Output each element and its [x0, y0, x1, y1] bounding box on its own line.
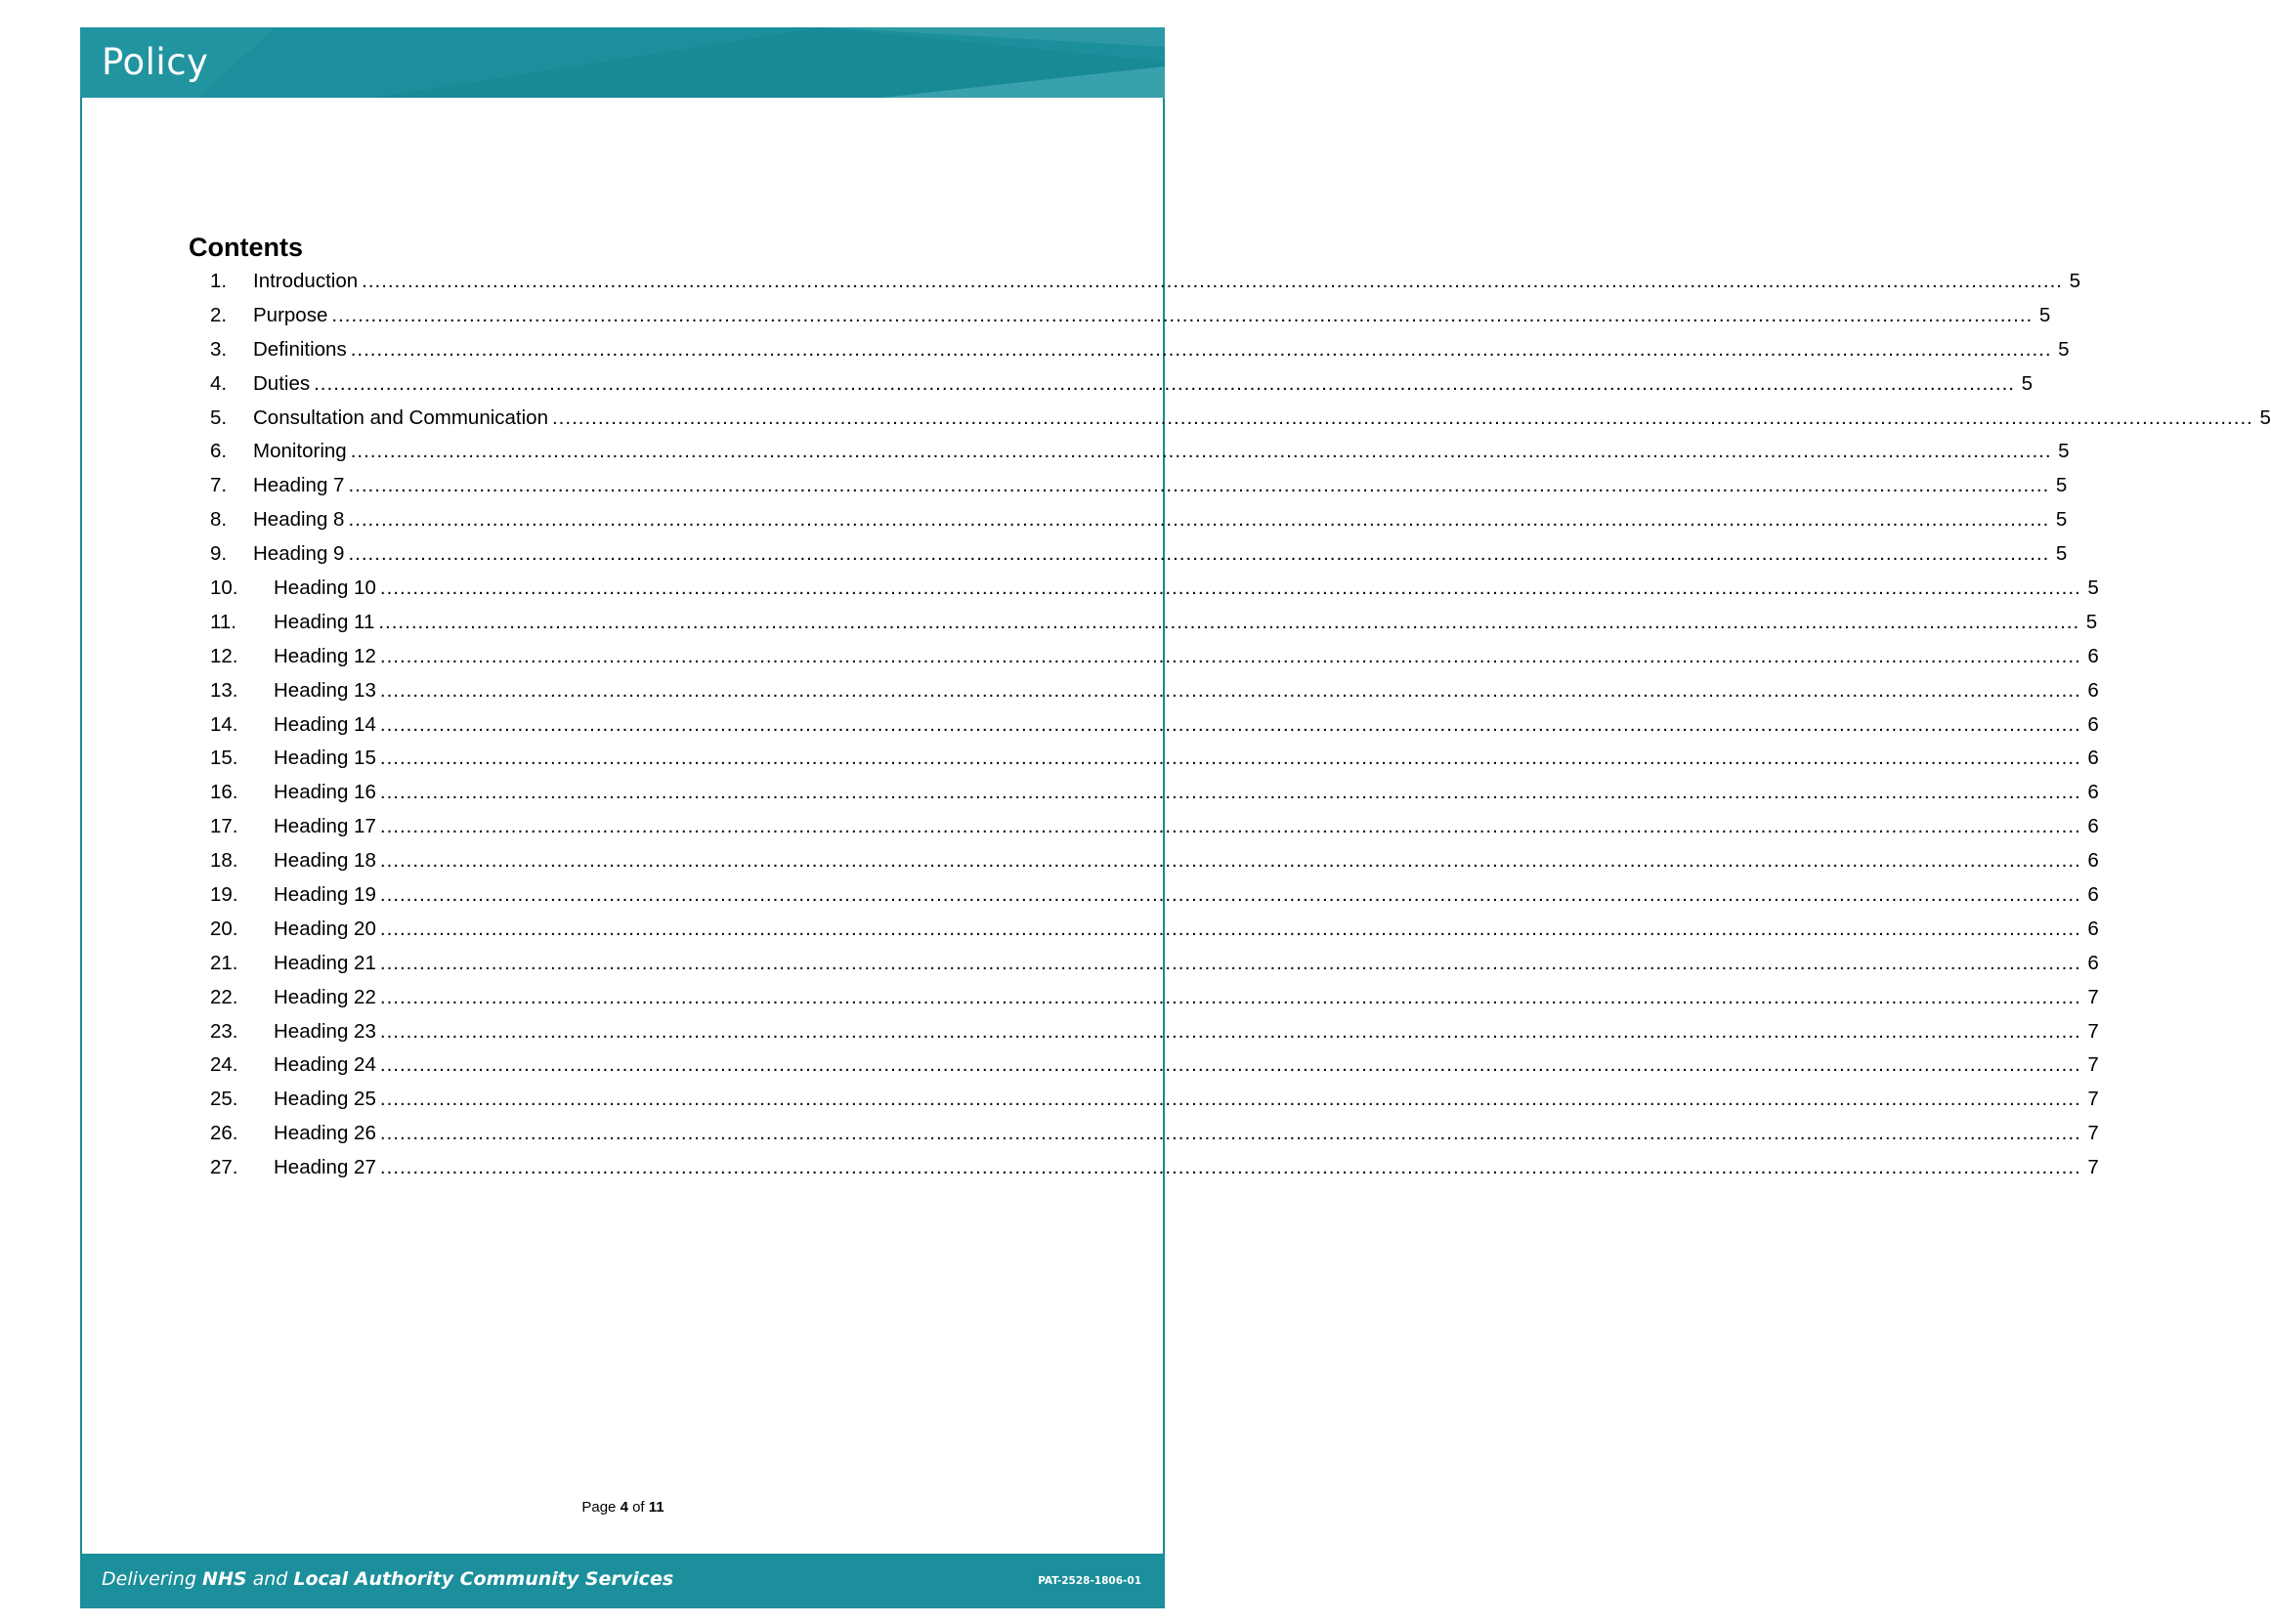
toc-entry-label: Introduction: [253, 270, 359, 292]
toc-entry-number: 1.: [210, 270, 228, 292]
toc-entry-page: 7: [2087, 1088, 2099, 1111]
toc-entry-number: 8.: [210, 508, 228, 532]
toc-entry[interactable]: [189, 776, 2099, 810]
toc-dot-leader: ....................................................................................................................................................................................................................................................................: [379, 1088, 2081, 1111]
toc-entry[interactable]: [189, 674, 2099, 708]
toc-entry-number: 21.: [210, 951, 238, 974]
toc-entry-number: 9.: [210, 542, 228, 566]
toc-entry-label: Heading 23: [274, 1019, 376, 1043]
toc-entry-label: Heading 17: [274, 815, 376, 838]
toc-entry-label: Heading 16: [274, 781, 376, 804]
toc-dot-leader: ....................................................................................................................................................................................................................................................................: [379, 577, 2081, 600]
toc-entry[interactable]: [189, 844, 2099, 878]
toc-dot-leader: ....................................................................................................................................................................................................................................................................: [379, 678, 2081, 702]
toc-entry-label: Heading 13: [274, 678, 376, 702]
toc-entry-label: Heading 10: [274, 577, 376, 600]
toc-entry-page: 7: [2087, 1053, 2099, 1077]
toc-entry[interactable]: [189, 537, 2068, 572]
toc-entry[interactable]: [189, 1083, 2099, 1117]
toc-dot-leader: ....................................................................................................................................................................................................................................................................: [379, 644, 2081, 667]
toc-dot-leader: ....................................................................................................................................................................................................................................................................: [379, 883, 2081, 907]
toc-dot-leader: ....................................................................................................................................................................................................................................................................: [379, 1156, 2081, 1179]
toc-entry[interactable]: [189, 435, 2070, 469]
toc-entry[interactable]: [189, 1015, 2099, 1049]
toc-entry[interactable]: [189, 333, 2070, 367]
toc-entry-number: 17.: [210, 815, 238, 838]
toc-entry-label: Heading 19: [274, 883, 376, 907]
page-number: [0, 1499, 1246, 1516]
toc-entry[interactable]: [189, 810, 2099, 844]
tagline-part-3: and: [246, 1568, 294, 1590]
toc-entry-page: 5: [2087, 577, 2099, 600]
toc-entry-label: Consultation and Communication: [253, 406, 548, 429]
toc-entry-number: 22.: [210, 985, 238, 1008]
toc-dot-leader: ....................................................................................................................................................................................................................................................................: [379, 917, 2081, 940]
toc-entry-number: 19.: [210, 883, 238, 907]
toc-entry-label: Heading 7: [253, 474, 345, 497]
toc-entry-number: 4.: [210, 371, 228, 395]
toc-entry-page: 5: [2055, 474, 2068, 497]
toc-entry[interactable]: [189, 1117, 2099, 1151]
toc-dot-leader: ....................................................................................................................................................................................................................................................................: [379, 747, 2081, 770]
toc-entry-label: Heading 26: [274, 1122, 376, 1145]
toc-entry-label: Heading 25: [274, 1088, 376, 1111]
toc-dot-leader: ....................................................................................................................................................................................................................................................................: [379, 1019, 2081, 1043]
toc-entry-label: Duties: [253, 371, 311, 395]
header-banner: [80, 27, 1165, 98]
toc-entry-number: 14.: [210, 712, 238, 736]
toc-dot-leader: ....................................................................................................................................................................................................................................................................: [348, 542, 2050, 566]
toc-entry-label: Heading 12: [274, 644, 376, 667]
toc-dot-leader: ....................................................................................................................................................................................................................................................................: [379, 781, 2081, 804]
toc-entry-page: 5: [2055, 542, 2068, 566]
toc-entry-label: Heading 9: [253, 542, 345, 566]
toc-entry[interactable]: [189, 606, 2098, 640]
toc-entry-label: Heading 22: [274, 985, 376, 1008]
toc-entry-page: 6: [2087, 644, 2099, 667]
toc-entry-number: 11.: [210, 610, 236, 633]
toc-entry-page: 6: [2087, 747, 2099, 770]
toc-entry-label: Heading 15: [274, 747, 376, 770]
toc-entry-page: 5: [2085, 610, 2098, 633]
toc-entry[interactable]: [189, 981, 2099, 1015]
toc-entry-page: 5: [2058, 440, 2070, 463]
toc-entry-number: 16.: [210, 781, 238, 804]
toc-dot-leader: ....................................................................................................................................................................................................................................................................: [379, 712, 2081, 736]
toc-entry-label: Heading 8: [253, 508, 345, 532]
toc-entry[interactable]: [189, 402, 2271, 436]
toc-entry-page: 6: [2087, 781, 2099, 804]
footer-banner: [80, 1554, 1165, 1608]
toc-entry[interactable]: [189, 913, 2099, 947]
toc-dot-leader: ....................................................................................................................................................................................................................................................................: [379, 849, 2081, 873]
toc-entry-page: 6: [2087, 678, 2099, 702]
toc-dot-leader: ....................................................................................................................................................................................................................................................................: [379, 951, 2081, 974]
toc-entry-page: 6: [2087, 917, 2099, 940]
toc-entry-page: 6: [2087, 883, 2099, 907]
toc-entry-label: Definitions: [253, 337, 347, 361]
toc-dot-leader: ....................................................................................................................................................................................................................................................................: [362, 270, 2063, 292]
toc-entry-page: 7: [2087, 1019, 2099, 1043]
toc-entry[interactable]: [189, 265, 2080, 299]
tagline-part-4: Local Authority Community Services: [293, 1568, 674, 1590]
toc-dot-leader: ....................................................................................................................................................................................................................................................................: [348, 508, 2050, 532]
footer-tagline: [102, 1568, 673, 1590]
toc-entry[interactable]: [189, 1151, 2099, 1185]
tagline-part-2: NHS: [202, 1568, 247, 1590]
toc-entry-number: 24.: [210, 1053, 238, 1077]
toc-entry[interactable]: [189, 947, 2099, 981]
toc-entry[interactable]: [189, 708, 2099, 743]
toc-dot-leader: ....................................................................................................................................................................................................................................................................: [314, 371, 2015, 395]
toc-entry-page: 6: [2087, 849, 2099, 873]
toc-entry-label: Heading 21: [274, 951, 376, 974]
toc-entry-page: 5: [2069, 270, 2080, 292]
toc-entry-label: Heading 14: [274, 712, 376, 736]
toc-entry[interactable]: [189, 299, 2051, 333]
toc-entry-page: 5: [2021, 371, 2033, 395]
toc-dot-leader: ....................................................................................................................................................................................................................................................................: [350, 337, 2052, 361]
page-prefix: Page: [581, 1499, 617, 1516]
toc-entry[interactable]: [189, 742, 2099, 776]
toc-entry-page: 5: [2259, 406, 2271, 429]
toc-entry-number: 5.: [210, 406, 228, 429]
page-total: 11: [648, 1499, 664, 1516]
toc-entry-number: 27.: [210, 1156, 238, 1179]
toc-dot-leader: ....................................................................................................................................................................................................................................................................: [348, 474, 2050, 497]
toc-entry-number: 13.: [210, 678, 238, 702]
toc-entry-number: 23.: [210, 1019, 238, 1043]
toc-entry-page: 7: [2087, 1122, 2099, 1145]
toc-entry-page: 5: [2038, 303, 2051, 326]
toc-entry-number: 6.: [210, 440, 228, 463]
toc-entry-page: 5: [2055, 508, 2068, 532]
toc-entry[interactable]: [189, 878, 2099, 913]
toc-entry-label: Heading 11: [274, 610, 375, 633]
toc-entry-label: Heading 18: [274, 849, 376, 873]
toc-entry[interactable]: [189, 640, 2099, 674]
page-of: of: [632, 1499, 645, 1516]
toc-entry[interactable]: [189, 469, 2068, 503]
toc-entry-number: 3.: [210, 337, 228, 361]
toc-dot-leader: ....................................................................................................................................................................................................................................................................: [379, 985, 2081, 1008]
toc-entry-label: Purpose: [253, 303, 328, 326]
toc-entry-page: 6: [2087, 815, 2099, 838]
toc-entry-number: 10.: [210, 577, 238, 600]
toc-entry-page: 6: [2087, 951, 2099, 974]
toc-entry-label: Heading 27: [274, 1156, 376, 1179]
header-title: Policy: [102, 41, 209, 83]
toc-entry-number: 2.: [210, 303, 228, 326]
toc-dot-leader: ....................................................................................................................................................................................................................................................................: [379, 1122, 2081, 1145]
toc-dot-leader: ....................................................................................................................................................................................................................................................................: [379, 815, 2081, 838]
toc-entry[interactable]: [189, 503, 2068, 537]
toc-entry-page: 7: [2087, 1156, 2099, 1179]
toc-entry-number: 26.: [210, 1122, 238, 1145]
contents-heading: Contents: [189, 233, 303, 262]
toc-dot-leader: ....................................................................................................................................................................................................................................................................: [350, 440, 2052, 463]
tagline-part-1: Delivering: [102, 1568, 203, 1590]
table-of-contents: [189, 265, 2271, 1185]
toc-entry-number: 25.: [210, 1088, 238, 1111]
toc-entry-number: 7.: [210, 474, 228, 497]
toc-entry-number: 20.: [210, 917, 238, 940]
toc-entry-number: 18.: [210, 849, 238, 873]
toc-dot-leader: ....................................................................................................................................................................................................................................................................: [331, 303, 2034, 326]
toc-dot-leader: ....................................................................................................................................................................................................................................................................: [378, 610, 2080, 633]
toc-entry-page: 5: [2058, 337, 2070, 361]
toc-entry-label: Monitoring: [253, 440, 347, 463]
toc-dot-leader: ....................................................................................................................................................................................................................................................................: [379, 1053, 2081, 1077]
toc-entry-number: 12.: [210, 644, 238, 667]
toc-entry-label: Heading 20: [274, 917, 376, 940]
toc-entry-page: 7: [2087, 985, 2099, 1008]
toc-dot-leader: ....................................................................................................................................................................................................................................................................: [551, 406, 2253, 429]
toc-entry[interactable]: [189, 572, 2099, 606]
page-current: 4: [620, 1499, 628, 1516]
document-code: PAT-2528-1806-01: [1038, 1575, 1141, 1587]
toc-entry-number: 15.: [210, 747, 238, 770]
toc-entry-label: Heading 24: [274, 1053, 376, 1077]
toc-entry[interactable]: [189, 367, 2033, 402]
header-decoration: [80, 27, 1165, 98]
toc-entry-page: 6: [2087, 712, 2099, 736]
toc-entry[interactable]: [189, 1048, 2099, 1083]
